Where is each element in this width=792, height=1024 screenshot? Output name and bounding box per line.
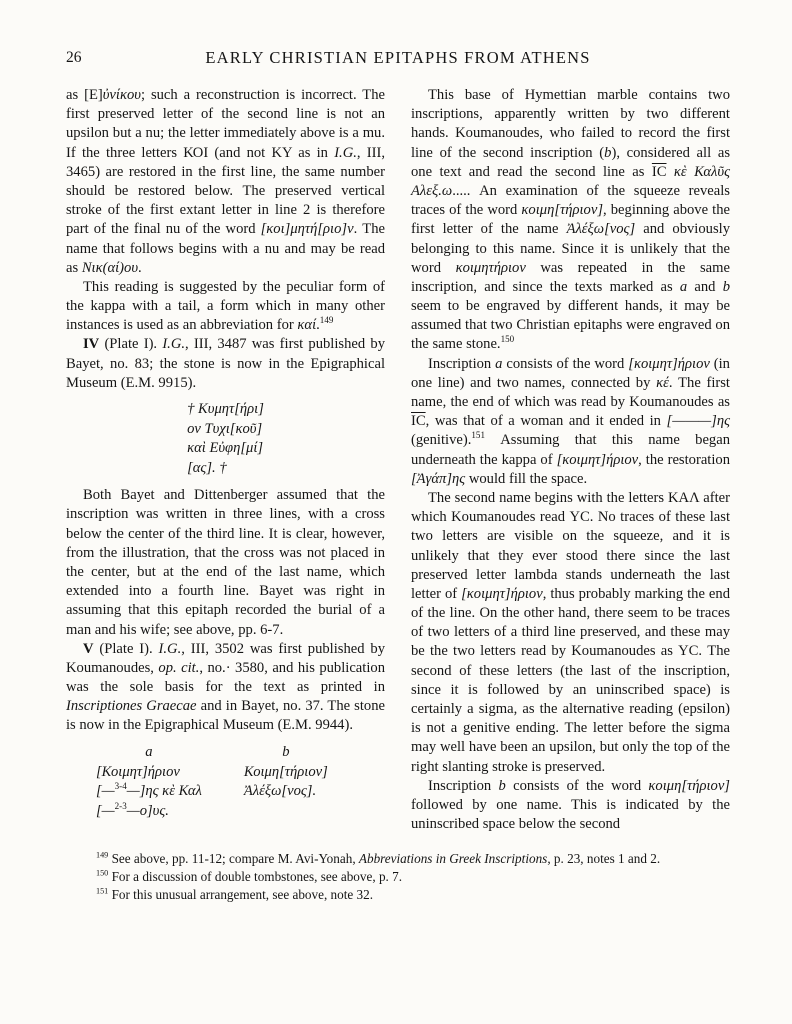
inscription-label-a: a <box>145 743 153 760</box>
page-header <box>66 48 730 68</box>
page-title: EARLY CHRISTIAN EPITAPHS FROM ATHENS <box>205 48 591 67</box>
inscription-iv-lines <box>187 400 264 478</box>
paragraph: The second name begins with the letters ΚΑΛ after which Koumanoudes read ΥϹ. No traces of these last two letters are visible on the squeeze, and it is unlikely that they ever stood there since the last preserved letter lambda stands underneath the last letter of [κοιμητ]ήριον, thus probably marking the end of the line. On the other hand, there seem to be traces of two letters of a third line preserved, and these may be the two letters read by Koumanoudes as ΥϹ. The second of these letters (the last of the inscription, since it is followed by an uninscribed space) is certainly a sigma, as the alternative reading (epsilon) is not a genitive ending. The letter before the sigma may well have been an upsilon, but only the top of the right slanting stroke is preserved. <box>411 489 730 775</box>
column-left <box>66 86 385 834</box>
inscription-column-a <box>96 743 202 822</box>
paragraph: IV (Plate I). I.G., III, 3487 was first published by Bayet, no. 83; the stone is now in the Epigraphical Museum (E.M. 9915). <box>66 336 385 391</box>
paragraph: Both Bayet and Dittenberger assumed that the inscription was written in three lines, with a cross below the center of the third line. It is clear, however, from the illustration, that the cross was not placed in the center, but at the end of the last name, which extended into a fourth line. Bayet was right in assuming that this epitaph recorded the burial of a man and his wife; see above, pp. 6-7. <box>66 487 385 638</box>
inscription-column-b <box>244 743 328 822</box>
footnote: $^{149}$ See above, pp. 11-12; compare M. Avi-Yonah, Abbreviations in Greek Inscriptions, p. 23, notes 1 and 2. <box>96 850 661 867</box>
inscription-line: [Κοιμητ]ήριον <box>96 763 180 780</box>
inscription-line: † Κυμητ[ήρι] <box>187 401 264 417</box>
inscription-line: καὶ Εὐφη[μί] <box>187 440 264 457</box>
paragraph: Inscription b consists of the word κοιμη[τήριον] followed by one name. This is indicated by the uninscribed space below the second <box>411 777 730 833</box>
paragraph: Inscription a consists of the word [κοιμητ]ήριον (in one line) and two names, connected by κέ. The first name, the end of which was read by Koumanoudes as $\overline{IϹ}$, was that of a woman and it ended in [———]ης (genitive).$^{151}$ Assuming that this name began underneath the kappa of [κοιμητ]ήριον, the restoration [Ἀγάπ]ης would fill the space. <box>411 355 730 487</box>
footnotes <box>66 850 730 903</box>
inscription-line: Κοιμη[τήριον] <box>243 763 328 780</box>
paragraph: This base of Hymettian marble contains two inscriptions, apparently written by two different hands. Koumanoudes, who failed to record the first line of the second inscription (b), considered all as one text and read the second line as $\overline{IϹ}$ κὲ Καλῦς Αλεξ.ω..... An examination of the squeeze reveals traces of the word κοιμη[τήριον], beginning above the first letter of the name Ἀλέξω[νος] and obviously belonging to this name. Since it is unlikely that the word κοιμητήριον was repeated in the same inscription, and since the texts marked as a and b seem to be engraved by different hands, it may be assumed that two Christian epitaphs were engraved on the same stone.$^{150}$ <box>411 87 730 353</box>
inscription-line: ον Τυχι[κοῦ] <box>187 420 263 437</box>
footnote: $^{150}$ For a discussion of double tombstones, see above, p. 7. <box>96 868 403 884</box>
paragraph: This reading is suggested by the peculiar form of the kappa with a tail, a form which in many other instances is used as an abbreviation for καί.$^{149}$ <box>66 278 385 334</box>
column-right <box>411 86 730 834</box>
inscription-line: [—$^{3-4}$—]ης κὲ Καλ <box>96 781 202 800</box>
footnote: $^{151}$ For this unusual arrangement, see above, note 32. <box>96 886 374 902</box>
inscription-iv <box>66 400 385 478</box>
page-number: 26 <box>66 49 82 66</box>
inscription-label-b: b <box>282 743 290 760</box>
inscription-line: Ἀλέξω[νος]. <box>243 783 317 800</box>
text-columns <box>66 86 730 834</box>
inscription-line: [—$^{2-3}$—ο]υς. <box>96 801 169 819</box>
paragraph: as [Ε]ὐνίκου; such a reconstruction is incorrect. The first preserved letter of the second line is not an upsilon but a nu; the letter immediately above is a mu. If the three letters ΚΟΙ (and not ΚΥ as in I.G., III, 3465) are restored in the first line, the same number should be restored below. The preserved vertical stroke of the first extant letter in line 2 is therefore part of the final nu of the word [κοι]μητή[ριο]ν. The name that follows begins with a nu and may be read as Νικ(αί)ου. <box>66 87 385 276</box>
inscription-line: [ας]. † <box>187 459 227 476</box>
inscription-v <box>96 743 385 822</box>
paragraph: V (Plate I). I.G., III, 3502 was first published by Koumanoudes, op. cit., no.· 3580, and his publication was the sole basis for the text as printed in Inscriptiones Graecae and in Bayet, no. 37. The stone is now in the Epigraphical Museum (E.M. 9944). <box>66 640 385 734</box>
